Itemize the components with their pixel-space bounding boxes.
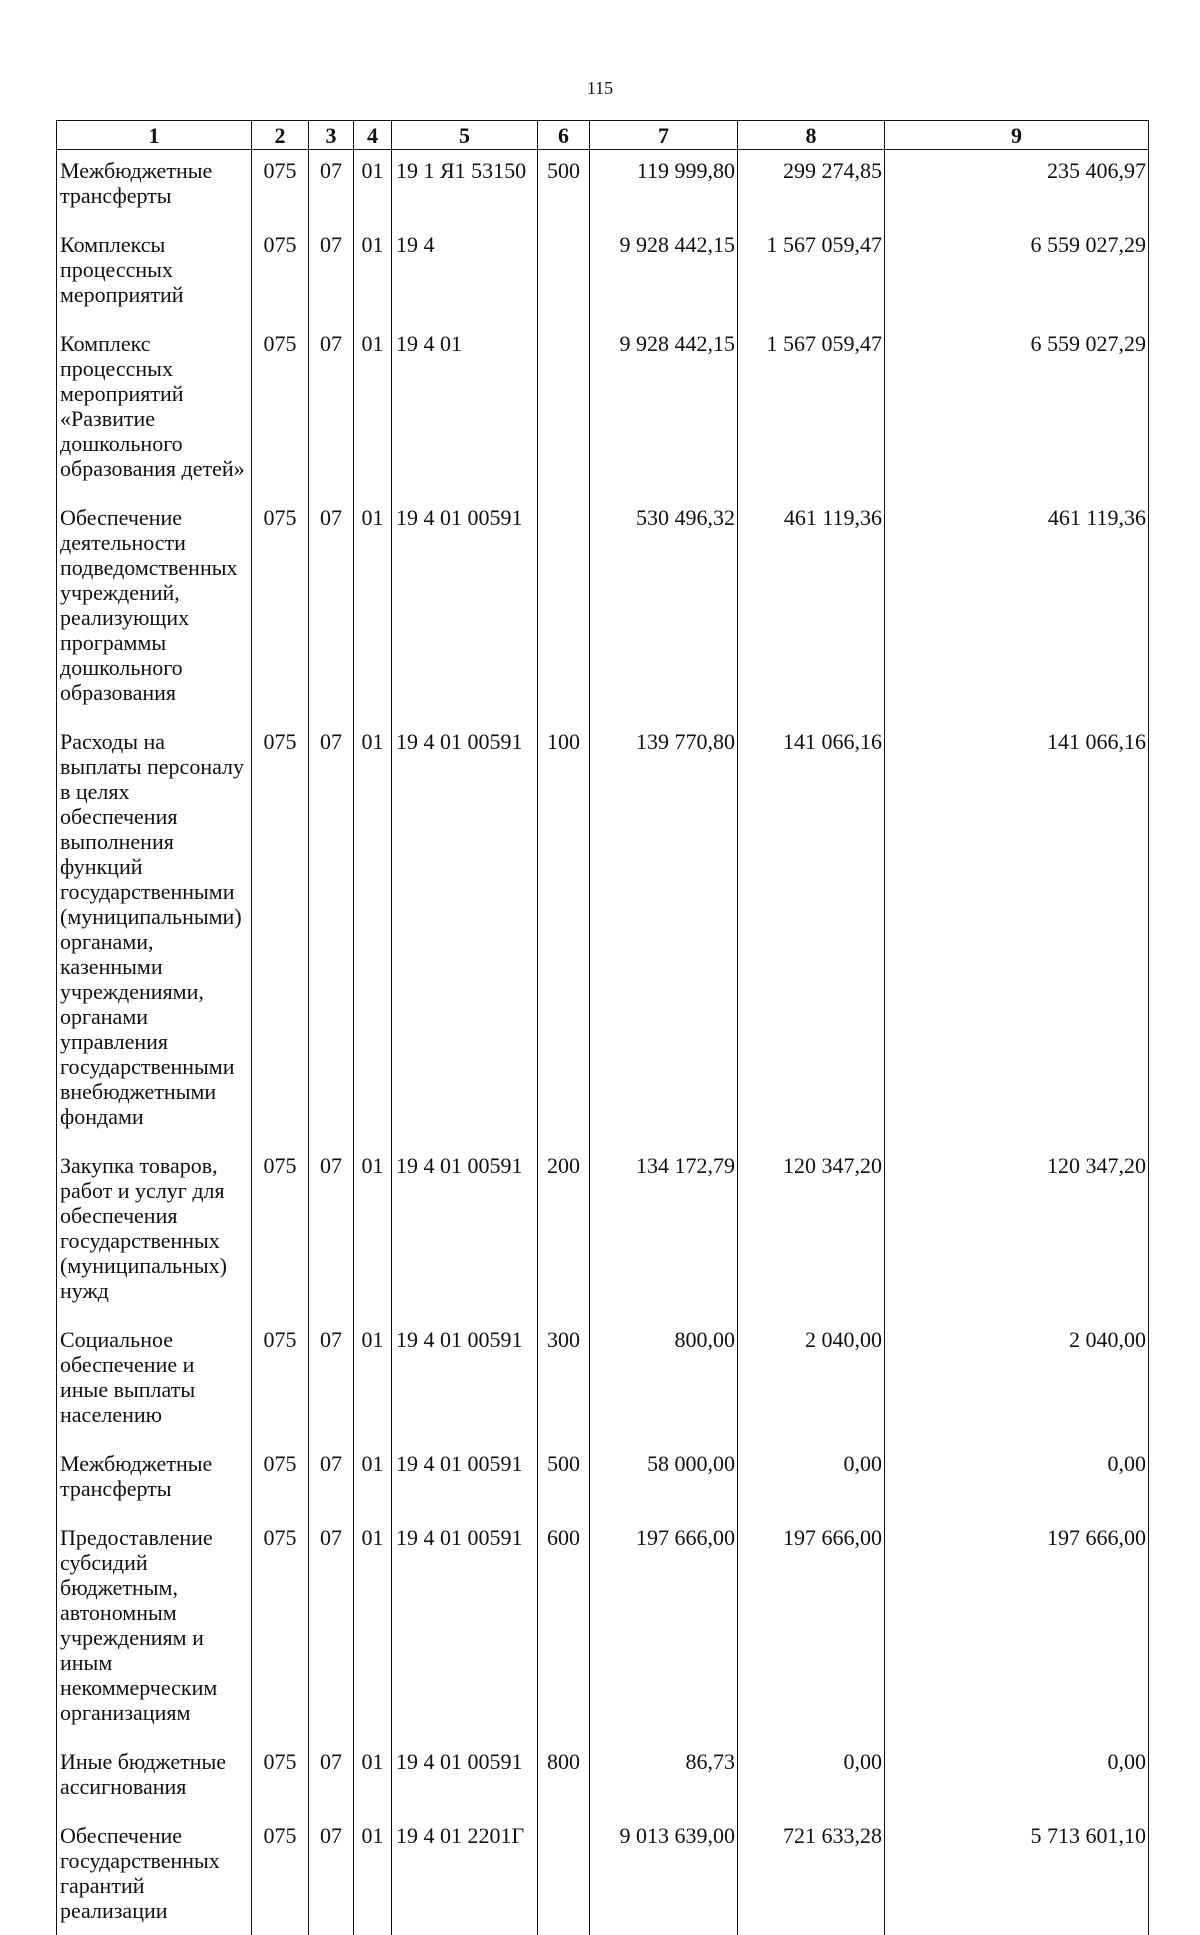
cell-amount-9: 0,00 <box>885 1741 1149 1815</box>
cell-amount-7: 197 666,00 <box>590 1517 738 1741</box>
row-name: Обеспечение деятельности подведомственных учреждений, реализующих программы дошкольного образования <box>57 497 252 721</box>
cell-subsection: 01 <box>354 1815 392 1935</box>
cell-amount-7: 86,73 <box>590 1741 738 1815</box>
cell-amount-9: 141 066,16 <box>885 721 1149 1145</box>
cell-amount-9: 235 406,97 <box>885 150 1149 225</box>
cell-amount-7: 119 999,80 <box>590 150 738 225</box>
table-row <box>57 497 1149 721</box>
cell-subsection: 01 <box>354 1319 392 1443</box>
table-body <box>57 150 1149 1935</box>
row-name: Предоставление субсидий бюджетным, автономным учреждениям и иным некоммерческим организациям <box>57 1517 252 1741</box>
cell-amount-8: 120 347,20 <box>738 1145 885 1319</box>
cell-amount-9: 461 119,36 <box>885 497 1149 721</box>
budget-table <box>56 120 1149 1935</box>
table-row <box>57 1815 1149 1935</box>
cell-section: 07 <box>309 224 354 323</box>
cell-section: 07 <box>309 1517 354 1741</box>
row-name: Расходы на выплаты персоналу в целях обеспечения выполнения функций государственными (муниципальными) органами, казенными учреждениями, органами управления государственными внебюджетными фондами <box>57 721 252 1145</box>
cell-subsection: 01 <box>354 1443 392 1517</box>
cell-amount-9: 120 347,20 <box>885 1145 1149 1319</box>
table-row <box>57 1517 1149 1741</box>
header-col-4: 4 <box>354 121 392 150</box>
cell-target-code: 19 4 01 00591 <box>392 1741 538 1815</box>
cell-expense-type: 200 <box>538 1145 590 1319</box>
cell-subsection: 01 <box>354 1145 392 1319</box>
cell-section: 07 <box>309 1319 354 1443</box>
cell-ministry: 075 <box>252 1741 309 1815</box>
row-name: Социальное обеспечение и иные выплаты населению <box>57 1319 252 1443</box>
row-name: Межбюджетные трансферты <box>57 150 252 225</box>
cell-subsection: 01 <box>354 1517 392 1741</box>
cell-ministry: 075 <box>252 323 309 497</box>
cell-amount-9: 6 559 027,29 <box>885 224 1149 323</box>
header-col-7: 7 <box>590 121 738 150</box>
cell-amount-8: 0,00 <box>738 1443 885 1517</box>
cell-section: 07 <box>309 323 354 497</box>
cell-amount-8: 0,00 <box>738 1741 885 1815</box>
header-col-9: 9 <box>885 121 1149 150</box>
header-col-8: 8 <box>738 121 885 150</box>
cell-section: 07 <box>309 1145 354 1319</box>
cell-target-code: 19 4 01 2201Г <box>392 1815 538 1935</box>
row-name: Комплексы процессных мероприятий <box>57 224 252 323</box>
cell-amount-7: 9 013 639,00 <box>590 1815 738 1935</box>
cell-ministry: 075 <box>252 1443 309 1517</box>
cell-expense-type <box>538 497 590 721</box>
cell-amount-9: 197 666,00 <box>885 1517 1149 1741</box>
cell-amount-9: 0,00 <box>885 1443 1149 1517</box>
cell-amount-8: 299 274,85 <box>738 150 885 225</box>
cell-ministry: 075 <box>252 1517 309 1741</box>
cell-amount-9: 2 040,00 <box>885 1319 1149 1443</box>
cell-amount-9: 5 713 601,10 <box>885 1815 1149 1935</box>
cell-expense-type: 500 <box>538 1443 590 1517</box>
header-col-2: 2 <box>252 121 309 150</box>
cell-amount-8: 1 567 059,47 <box>738 323 885 497</box>
cell-subsection: 01 <box>354 224 392 323</box>
cell-amount-8: 721 633,28 <box>738 1815 885 1935</box>
header-col-3: 3 <box>309 121 354 150</box>
row-name: Обеспечение государственных гарантий реализации <box>57 1815 252 1935</box>
page-number: 115 <box>0 78 1200 99</box>
cell-amount-9: 6 559 027,29 <box>885 323 1149 497</box>
cell-expense-type: 600 <box>538 1517 590 1741</box>
cell-ministry: 075 <box>252 1319 309 1443</box>
table-row <box>57 1443 1149 1517</box>
cell-amount-7: 139 770,80 <box>590 721 738 1145</box>
header-col-5: 5 <box>392 121 538 150</box>
cell-expense-type: 100 <box>538 721 590 1145</box>
cell-expense-type: 800 <box>538 1741 590 1815</box>
cell-target-code: 19 4 01 00591 <box>392 721 538 1145</box>
cell-subsection: 01 <box>354 497 392 721</box>
row-name: Комплекс процессных мероприятий «Развитие дошкольного образования детей» <box>57 323 252 497</box>
row-name: Иные бюджетные ассигнования <box>57 1741 252 1815</box>
cell-amount-8: 197 666,00 <box>738 1517 885 1741</box>
cell-expense-type <box>538 323 590 497</box>
cell-expense-type: 500 <box>538 150 590 225</box>
cell-amount-7: 530 496,32 <box>590 497 738 721</box>
table-row <box>57 323 1149 497</box>
cell-amount-7: 58 000,00 <box>590 1443 738 1517</box>
table-row <box>57 150 1149 225</box>
cell-subsection: 01 <box>354 1741 392 1815</box>
cell-section: 07 <box>309 497 354 721</box>
cell-target-code: 19 4 01 00591 <box>392 1443 538 1517</box>
cell-target-code: 19 1 Я1 53150 <box>392 150 538 225</box>
row-name: Межбюджетные трансферты <box>57 1443 252 1517</box>
cell-subsection: 01 <box>354 323 392 497</box>
cell-amount-8: 2 040,00 <box>738 1319 885 1443</box>
cell-ministry: 075 <box>252 150 309 225</box>
cell-amount-7: 800,00 <box>590 1319 738 1443</box>
table-row <box>57 1319 1149 1443</box>
cell-target-code: 19 4 <box>392 224 538 323</box>
cell-target-code: 19 4 01 <box>392 323 538 497</box>
header-row <box>57 121 1149 150</box>
cell-target-code: 19 4 01 00591 <box>392 1145 538 1319</box>
cell-ministry: 075 <box>252 497 309 721</box>
table-row <box>57 1741 1149 1815</box>
cell-amount-8: 1 567 059,47 <box>738 224 885 323</box>
table-row <box>57 224 1149 323</box>
cell-ministry: 075 <box>252 721 309 1145</box>
cell-ministry: 075 <box>252 1815 309 1935</box>
table-row <box>57 721 1149 1145</box>
cell-amount-8: 141 066,16 <box>738 721 885 1145</box>
cell-expense-type: 300 <box>538 1319 590 1443</box>
cell-section: 07 <box>309 150 354 225</box>
cell-section: 07 <box>309 1741 354 1815</box>
header-col-1: 1 <box>57 121 252 150</box>
cell-subsection: 01 <box>354 150 392 225</box>
table-row <box>57 1145 1149 1319</box>
cell-section: 07 <box>309 1443 354 1517</box>
cell-amount-7: 134 172,79 <box>590 1145 738 1319</box>
cell-subsection: 01 <box>354 721 392 1145</box>
cell-target-code: 19 4 01 00591 <box>392 1517 538 1741</box>
cell-target-code: 19 4 01 00591 <box>392 497 538 721</box>
header-col-6: 6 <box>538 121 590 150</box>
row-name: Закупка товаров, работ и услуг для обеспечения государственных (муниципальных) нужд <box>57 1145 252 1319</box>
cell-amount-8: 461 119,36 <box>738 497 885 721</box>
cell-amount-7: 9 928 442,15 <box>590 224 738 323</box>
cell-target-code: 19 4 01 00591 <box>392 1319 538 1443</box>
cell-section: 07 <box>309 1815 354 1935</box>
cell-expense-type <box>538 224 590 323</box>
cell-ministry: 075 <box>252 1145 309 1319</box>
cell-amount-7: 9 928 442,15 <box>590 323 738 497</box>
cell-expense-type <box>538 1815 590 1935</box>
cell-section: 07 <box>309 721 354 1145</box>
cell-ministry: 075 <box>252 224 309 323</box>
